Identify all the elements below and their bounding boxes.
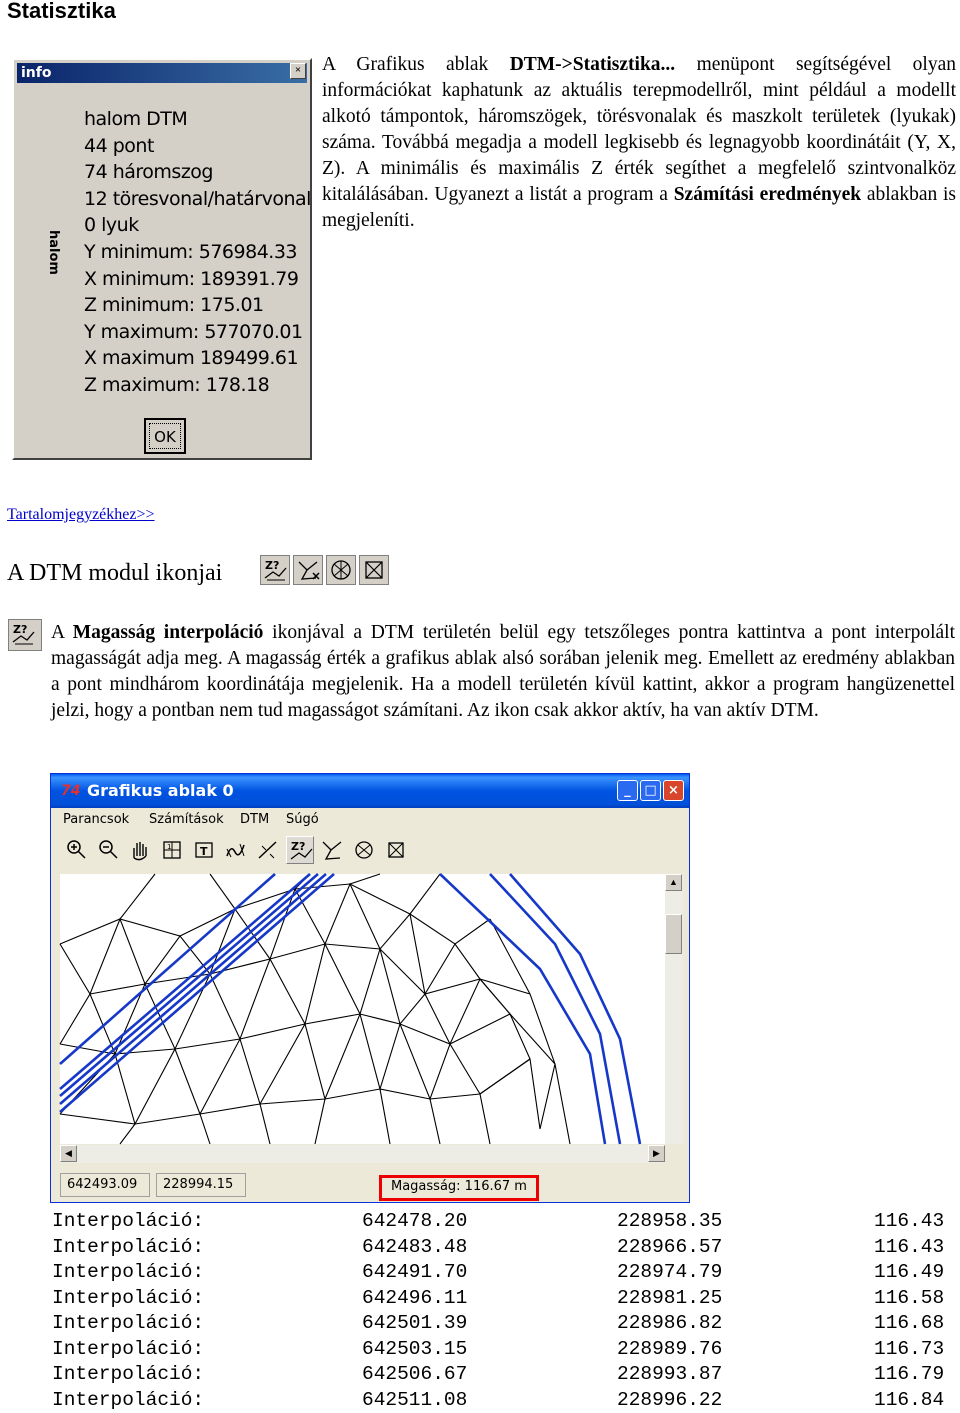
scroll-left-icon[interactable]: ◀ xyxy=(60,1145,77,1162)
result-row xyxy=(52,1337,957,1363)
menu-dtm[interactable]: DTM xyxy=(240,812,269,827)
svg-text:halom: halom xyxy=(46,230,61,275)
dtm-info-icon[interactable] xyxy=(326,555,356,585)
result-y: 642503.15 xyxy=(362,1337,467,1363)
interpolation-results xyxy=(52,1209,957,1413)
result-label: Interpoláció: xyxy=(52,1209,204,1235)
info-line: X minimum: 189391.79 xyxy=(84,266,311,293)
info-line: Y minimum: 576984.33 xyxy=(84,239,311,266)
info-dialog xyxy=(12,58,312,460)
ok-button[interactable] xyxy=(144,418,186,454)
result-y: 642501.39 xyxy=(362,1311,467,1337)
dtm-info-icon[interactable] xyxy=(350,836,378,864)
result-z: 116.73 xyxy=(874,1337,944,1363)
info-dialog-title: info xyxy=(17,63,307,83)
draw-line-icon[interactable] xyxy=(254,836,282,864)
toc-link[interactable]: Tartalomjegyzékhez>> xyxy=(7,506,155,524)
result-z: 116.43 xyxy=(874,1209,944,1235)
dtm-canvas[interactable] xyxy=(60,874,665,1144)
menu-szamitasok[interactable]: Számítások xyxy=(149,812,224,827)
svg-text:T: T xyxy=(200,845,208,858)
scroll-right-icon[interactable]: ▶ xyxy=(648,1145,665,1162)
info-line: 0 lyuk xyxy=(84,212,311,239)
contour-icon[interactable] xyxy=(222,836,250,864)
interpolation-paragraph: A Magasság interpoláció ikonjával a DTM területén belül egy tetszőleges pontra kattintva a pont interpolált magasságát adja meg. A magasság érték a grafikus ablak alsó sorában jelenik meg. Emellett az eredmény ablakban a pont mindhárom koordinátája megjelenik. Ha a modell területén kívül kattint, akkor a program hangüzenettel jelzi, hogy a pontban nem tud magasságot számítani. Az ikon csak akkor aktív, ha van aktív DTM. xyxy=(51,620,955,724)
result-x: 228974.79 xyxy=(617,1260,722,1286)
app-icon: 74 xyxy=(61,783,80,799)
result-x: 228981.25 xyxy=(617,1286,722,1312)
graphics-window xyxy=(50,773,690,1203)
result-label: Interpoláció: xyxy=(52,1286,204,1312)
result-x: 228986.82 xyxy=(617,1311,722,1337)
close-button[interactable]: × xyxy=(663,780,684,801)
svg-text:Z?: Z? xyxy=(13,623,27,636)
result-y: 642478.20 xyxy=(362,1209,467,1235)
info-line: Z maximum: 178.18 xyxy=(84,372,311,399)
height-interpolation-icon[interactable] xyxy=(260,555,290,585)
ok-button-label: OK xyxy=(149,423,181,449)
status-highlight xyxy=(379,1175,539,1201)
result-label: Interpoláció: xyxy=(52,1260,204,1286)
section-title: A DTM modul ikonjai xyxy=(7,560,222,587)
height-interpolation-icon[interactable] xyxy=(286,836,314,864)
result-z: 116.79 xyxy=(874,1362,944,1388)
info-line: Y maximum: 577070.01 xyxy=(84,319,311,346)
window-title-bar xyxy=(51,774,689,808)
status-height: Magasság: 116.67 m xyxy=(385,1176,535,1200)
result-label: Interpoláció: xyxy=(52,1362,204,1388)
status-x: 228994.15 xyxy=(156,1173,246,1197)
result-x: 228993.87 xyxy=(617,1362,722,1388)
page-title: Statisztika xyxy=(7,0,116,24)
result-row xyxy=(52,1311,957,1337)
result-row xyxy=(52,1286,957,1312)
result-x: 228966.57 xyxy=(617,1235,722,1261)
intro-paragraph: A Grafikus ablak DTM->Statisztika... menüpont segítségével olyan információkat kaphatunk az aktuális terepmodellről, mint például a modellt alkotó támpontok, háromszögek, törésvonalak és maszkolt területek (lyukak) száma. Továbbá megadja a modell legkisebb és legnagyobb koordinátáit (Y, X, Z). A minimális és maximális Z érték segíthet a megfelelő szintvonalköz kitalálásában. Ugyanezt a listát a program a Számítási eredmények ablakban is megjeleníti. xyxy=(322,52,956,234)
svg-text:Z?: Z? xyxy=(265,559,279,572)
dtm-delete-icon[interactable] xyxy=(382,836,410,864)
dtm-edit-icon[interactable] xyxy=(293,555,323,585)
scroll-thumb[interactable] xyxy=(665,914,682,954)
result-label: Interpoláció: xyxy=(52,1311,204,1337)
result-label: Interpoláció: xyxy=(52,1388,204,1413)
info-lines xyxy=(84,106,311,399)
horizontal-scrollbar[interactable] xyxy=(60,1145,665,1163)
result-row xyxy=(52,1362,957,1388)
zoom-in-icon[interactable] xyxy=(62,836,90,864)
menu-bar xyxy=(51,808,689,832)
status-y: 642493.09 xyxy=(60,1173,150,1197)
vertical-scrollbar[interactable] xyxy=(665,874,683,1144)
result-row xyxy=(52,1388,957,1413)
zoom-out-icon[interactable] xyxy=(94,836,122,864)
result-y: 642491.70 xyxy=(362,1260,467,1286)
svg-text:1: 1 xyxy=(167,843,171,851)
result-label: Interpoláció: xyxy=(52,1235,204,1261)
result-row xyxy=(52,1235,957,1261)
result-y: 642506.67 xyxy=(362,1362,467,1388)
info-line: Z minimum: 175.01 xyxy=(84,292,311,319)
result-z: 116.58 xyxy=(874,1286,944,1312)
result-z: 116.43 xyxy=(874,1235,944,1261)
scroll-up-icon[interactable]: ▲ xyxy=(665,874,682,891)
height-interpolation-icon xyxy=(8,619,42,651)
info-line: 12 töresvonal/határvonal xyxy=(84,186,311,213)
toolbar xyxy=(53,834,687,868)
maximize-button[interactable]: □ xyxy=(640,780,661,801)
info-line: halom DTM xyxy=(84,106,311,133)
menu-sugo[interactable]: Súgó xyxy=(286,812,319,827)
info-line: X maximum 189499.61 xyxy=(84,345,311,372)
side-text xyxy=(36,230,56,290)
result-row xyxy=(52,1209,957,1235)
dtm-delete-icon[interactable] xyxy=(359,555,389,585)
pan-hand-icon[interactable] xyxy=(126,836,154,864)
result-z: 116.49 xyxy=(874,1260,944,1286)
result-z: 116.68 xyxy=(874,1311,944,1337)
close-button[interactable]: × xyxy=(290,63,306,79)
info-line: 44 pont xyxy=(84,133,311,160)
result-z: 116.84 xyxy=(874,1388,944,1413)
result-label: Interpoláció: xyxy=(52,1337,204,1363)
result-x: 228958.35 xyxy=(617,1209,722,1235)
window-title: Grafikus ablak 0 xyxy=(87,781,234,800)
text-icon[interactable] xyxy=(190,836,218,864)
dtm-edit-icon[interactable] xyxy=(318,836,346,864)
info-line: 74 háromszog xyxy=(84,159,311,186)
result-x: 228989.76 xyxy=(617,1337,722,1363)
result-x: 228996.22 xyxy=(617,1388,722,1413)
grid-icon[interactable] xyxy=(158,836,186,864)
svg-text:Z?: Z? xyxy=(291,840,305,853)
result-row xyxy=(52,1260,957,1286)
result-y: 642496.11 xyxy=(362,1286,467,1312)
minimize-button[interactable]: _ xyxy=(617,780,638,801)
result-y: 642483.48 xyxy=(362,1235,467,1261)
result-y: 642511.08 xyxy=(362,1388,467,1413)
menu-parancsok[interactable]: Parancsok xyxy=(63,812,129,827)
